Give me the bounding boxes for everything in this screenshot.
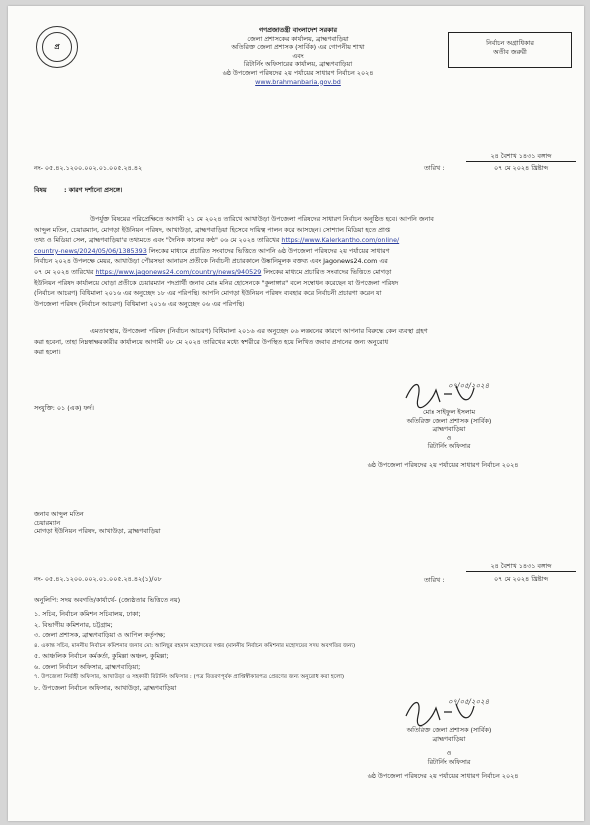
copy-item: ৩. জেলা প্রশাসক, ব্রাহ্মণবাড়িয়া ও আপিল কর্তৃপক্ষ; — [34, 631, 166, 639]
date-english-2: ০৭ মে ২০২৪ খ্রিষ্টাব্দ — [494, 575, 548, 583]
signatory-designation: অতিরিক্ত জেলা প্রশাসক (সার্বিক) — [406, 416, 492, 425]
recipient-name: জনাব আব্দুল মতিন — [34, 510, 84, 518]
subject-label: বিষয় — [34, 186, 47, 194]
p1-line-7: ইউনিয়ন পরিষদ কার্যালয়ে ঘোড়া প্রতীকে চেয়ারম্যান পদপ্রার্থী জনাব মোঃ মনির হোসেনকে "কুলাঙ্গার" বলে সম্বোধন করেছেন যা উপজেলা পরিষদ — [34, 278, 399, 287]
header-line-1: গণপ্রজাতন্ত্রী বাংলাদেশ সরকার — [259, 26, 337, 34]
p1-line-8: (নির্বাচন আচরণ) বিধিমালা ২০১৬ এর অনুচ্ছেদ ১৮ এর পরিপন্থি। আপনি মোগড়া ইউনিয়ন পরিষদ ব্যবহার করে নির্বাচনী প্রচারণা করেন যা — [34, 289, 382, 298]
copy-item: ৮. উপজেলা নির্বাচন অফিসার, আখাউড়া, ব্রাহ্মণবাড়িয়া — [34, 683, 177, 692]
p2-line-1: এমতাবস্থায়, উপজেলা পরিষদ (নির্বাচন আচরণ) বিধিমালা ২০১৬ এর অনুচ্ছেদ ০৬ লঙ্ঘনের কারণে আপনার বিরুদ্ধে কেন ব্যবস্থা গ্রহণ — [90, 327, 428, 335]
date-bangla: ২৪ বৈশাখ ১৪৩১ বঙ্গাব্দ — [466, 152, 576, 162]
signatory-2-election: ৬ষ্ঠ উপজেলা পরিষদের ২য় পর্যায়ের সাধারণ নির্বাচন ২০২৪ — [367, 772, 519, 780]
copy-item: ৫. আঞ্চলিক নির্বাচন কর্মকর্তা, কুমিল্লা অঞ্চল, কুমিল্লা; — [34, 652, 169, 660]
jagonews-link[interactable]: https://www.jagonews24.com/country/news/940529 — [95, 267, 262, 276]
date-label: তারিখ : — [424, 164, 445, 172]
government-seal-logo: প্র — [36, 26, 78, 68]
signatory-2-and: ও — [446, 749, 452, 758]
header-line-5: রিটার্নিং অফিসারের কার্যালয়, ব্রাহ্মণবাড়িয়া — [243, 60, 353, 69]
signature-1-date: ০৭/০৫/২০২৪ — [448, 382, 490, 390]
signature-2-date: ০৭/০৫/২০২৪ — [448, 698, 490, 706]
memo-number-2: নং- ০৫.৪২.১২০০.০০২.০১.০০৫.২৪.৪২(১)/০৮ — [34, 575, 162, 583]
recipient-block — [34, 510, 161, 536]
signatory-district: ব্রাহ্মণবাড়িয়া — [432, 425, 466, 434]
enclosure-note: সংযুক্তি: ০১ (এক) ফর্দ। — [34, 404, 94, 412]
p2-line-3: করা হলো। — [34, 348, 61, 357]
copy-item: ১. সচিব, নির্বাচন কমিশন সচিবালয়, ঢাকা; — [34, 610, 141, 618]
date-bangla-2: ২৪ বৈশাখ ১৪৩১ বঙ্গাব্দ — [466, 562, 576, 572]
header-line-2: জেলা প্রশাসকের কার্যালয়, ব্রাহ্মণবাড়িয়া — [247, 34, 349, 43]
p1-line-9: উপজেলা পরিষদ (নির্বাচন আচরণ) বিধিমালা ২০১৬ এর অনুচ্ছেদ ০৬ এর পরিপন্থি। — [34, 299, 245, 308]
copy-heading: অনুলিপি: সদয় অবগতি/কার্যার্থে- (জ্যেষ্ঠতার ভিত্তিতে নয়) — [34, 596, 181, 604]
date-english: ০৭ মে ২০২৪ খ্রিষ্টাব্দ — [494, 164, 548, 172]
copy-item: ৬. জেলা নির্বাচন অফিসার, ব্রাহ্মণবাড়িয়া; — [34, 662, 141, 671]
signatory-2-designation: অতিরিক্ত জেলা প্রশাসক (সার্বিক) — [406, 726, 492, 734]
p1-line-5: নির্বাচন ২০২৪ উপলক্ষে মেয়র, আখাউড়া পৌরসভা আনারস প্রতীকে নির্বাচনী প্রচারকালে উষ্কানিমূলক বক্তব্য এবং Jagonews24.com এর — [34, 257, 388, 266]
copy-list — [34, 609, 355, 693]
recipient-address: মোগড়া ইউনিয়ন পরিষদ, আখাউড়া, ব্রাহ্মণবাড়িয়া — [34, 527, 161, 536]
date-label-2: তারিখ : — [424, 576, 445, 584]
kalerkantho-link[interactable]: https://www.Kalerkantho.com/online/ — [281, 236, 400, 245]
header-line-6: ৬ষ্ঠ উপজেলা পরিষদের ২য় পর্যায়ের সাধারণ নির্বাচন ২০২৪ — [222, 68, 374, 77]
p1-line-3: তথ্য ও মিডিয়া সেল, ব্রাহ্মণবাড়িয়া'র তথ্যমতে এবং "দৈনিক কালের কণ্ঠ" ০৬ মে ২০২৪ তারিখের https://www.Kalerkantho.com/online/ — [34, 236, 400, 245]
signatory-2-district: ব্রাহ্মণবাড়িয়া — [432, 734, 466, 743]
header-line-4: এবং — [292, 51, 304, 60]
kalerkantho-link-cont[interactable]: country-news/2024/05/06/1385393 — [34, 246, 147, 255]
letterhead — [158, 26, 438, 86]
website-link[interactable]: www.brahmanbaria.gov.bd — [255, 77, 341, 86]
body-paragraph-2 — [34, 326, 564, 358]
subject-text: : কারণ দর্শানো প্রসঙ্গে। — [64, 186, 123, 194]
priority-line-1: নির্বাচন অগ্রাধিকার — [486, 39, 534, 47]
p1-line-4: country-news/2024/05/06/1385393 লিংকের মাধ্যমে প্রচারিত সংবাদের ভিত্তিতে আপনি ৬ষ্ঠ উপজেলা পরিষদের ২য় পর্যায়ের সাধারণ — [34, 246, 390, 255]
document-page — [8, 6, 584, 821]
signatory-role: রিটার্নিং অফিসার — [427, 442, 471, 451]
copy-item: ২. বিভাগীয় কমিশনার, চট্টগ্রাম; — [34, 620, 113, 629]
body-paragraph-1 — [34, 214, 564, 309]
p1-line-2: আব্দুল মতিন, চেয়ারম্যান, মোগড়া ইউনিয়ন পরিষদ, আখাউড়া, ব্রাহ্মণবাড়িয়া হিসেবে দায়িত্ব পালন করে আসছেন। সোশ্যাল মিডিয়া হতে প্রাপ্ত — [34, 225, 391, 234]
signatory-2-role: রিটার্নিং অফিসার — [427, 757, 471, 766]
memo-number: নং- ০৫.৪২.১২০০.০০২.০১.০০৫.২৪.৪২ — [34, 164, 143, 172]
p2-line-2: করা হবেনা, তাহা নিম্নস্বাক্ষরকারীর কার্যালয়ে আগামী ০৮ মে ২০২৪ তারিখের মধ্যে স্বশরীরে উপস্থিত হয়ে লিখিত জবাব প্রদানের জন্য অনুরোধ — [34, 337, 389, 346]
signature-block-2 — [364, 726, 534, 766]
signatory-name: মোঃ সাইফুল ইসলাম — [422, 408, 475, 416]
header-line-3: অতিরিক্ত জেলা প্রশাসক (সার্বিক) এর গোপনীয় শাখা — [231, 43, 365, 52]
p1-line-1: উপর্যুক্ত বিষয়ের পরিপ্রেক্ষিতে আগামী ২১ মে ২০২৪ তারিখে আখাউড়া উপজেলা পরিষদের সাধারণ নির্বাচন অনুষ্ঠিত হবে। আপনি জনাব — [90, 215, 434, 223]
copy-item: ৪. একান্ত সচিব, মাননীয় নির্বাচন কমিশনার জনাব মো: আনিছুর রহমান মহোদয়ের দপ্তর (মাননীয় নির্বাচন কমিশনার মহোদয়ের সদয় অবগতির জন্য) — [34, 642, 356, 649]
signatory-election: ৬ষ্ঠ উপজেলা পরিষদের ২য় পর্যায়ের সাধারণ নির্বাচন ২০২৪ — [367, 461, 519, 469]
signatory-and: ও — [446, 433, 452, 442]
p1-line-6: ০৭ মে ২০২৪ তারিখের https://www.jagonews24.com/country/news/940529 লিংকের মাধ্যমে প্রচারিত সংবাদের ভিত্তিতে মোগড়া — [34, 267, 392, 276]
copy-item: ৭. উপজেলা নির্বাহী অফিসার, আখাউড়া ও সহকারী রিটার্নিং অফিসার : (পত্র বিতরণপূর্বক প্রাপ্তিস্বীকারপত্র প্রেরণের জন্য অনুরোধ করা হলো) — [34, 674, 345, 680]
signature-block-1 — [364, 408, 534, 451]
priority-box — [448, 32, 572, 68]
priority-line-2: অতীব জরুরী — [493, 47, 527, 56]
recipient-title: চেয়ারম্যান — [34, 518, 61, 527]
